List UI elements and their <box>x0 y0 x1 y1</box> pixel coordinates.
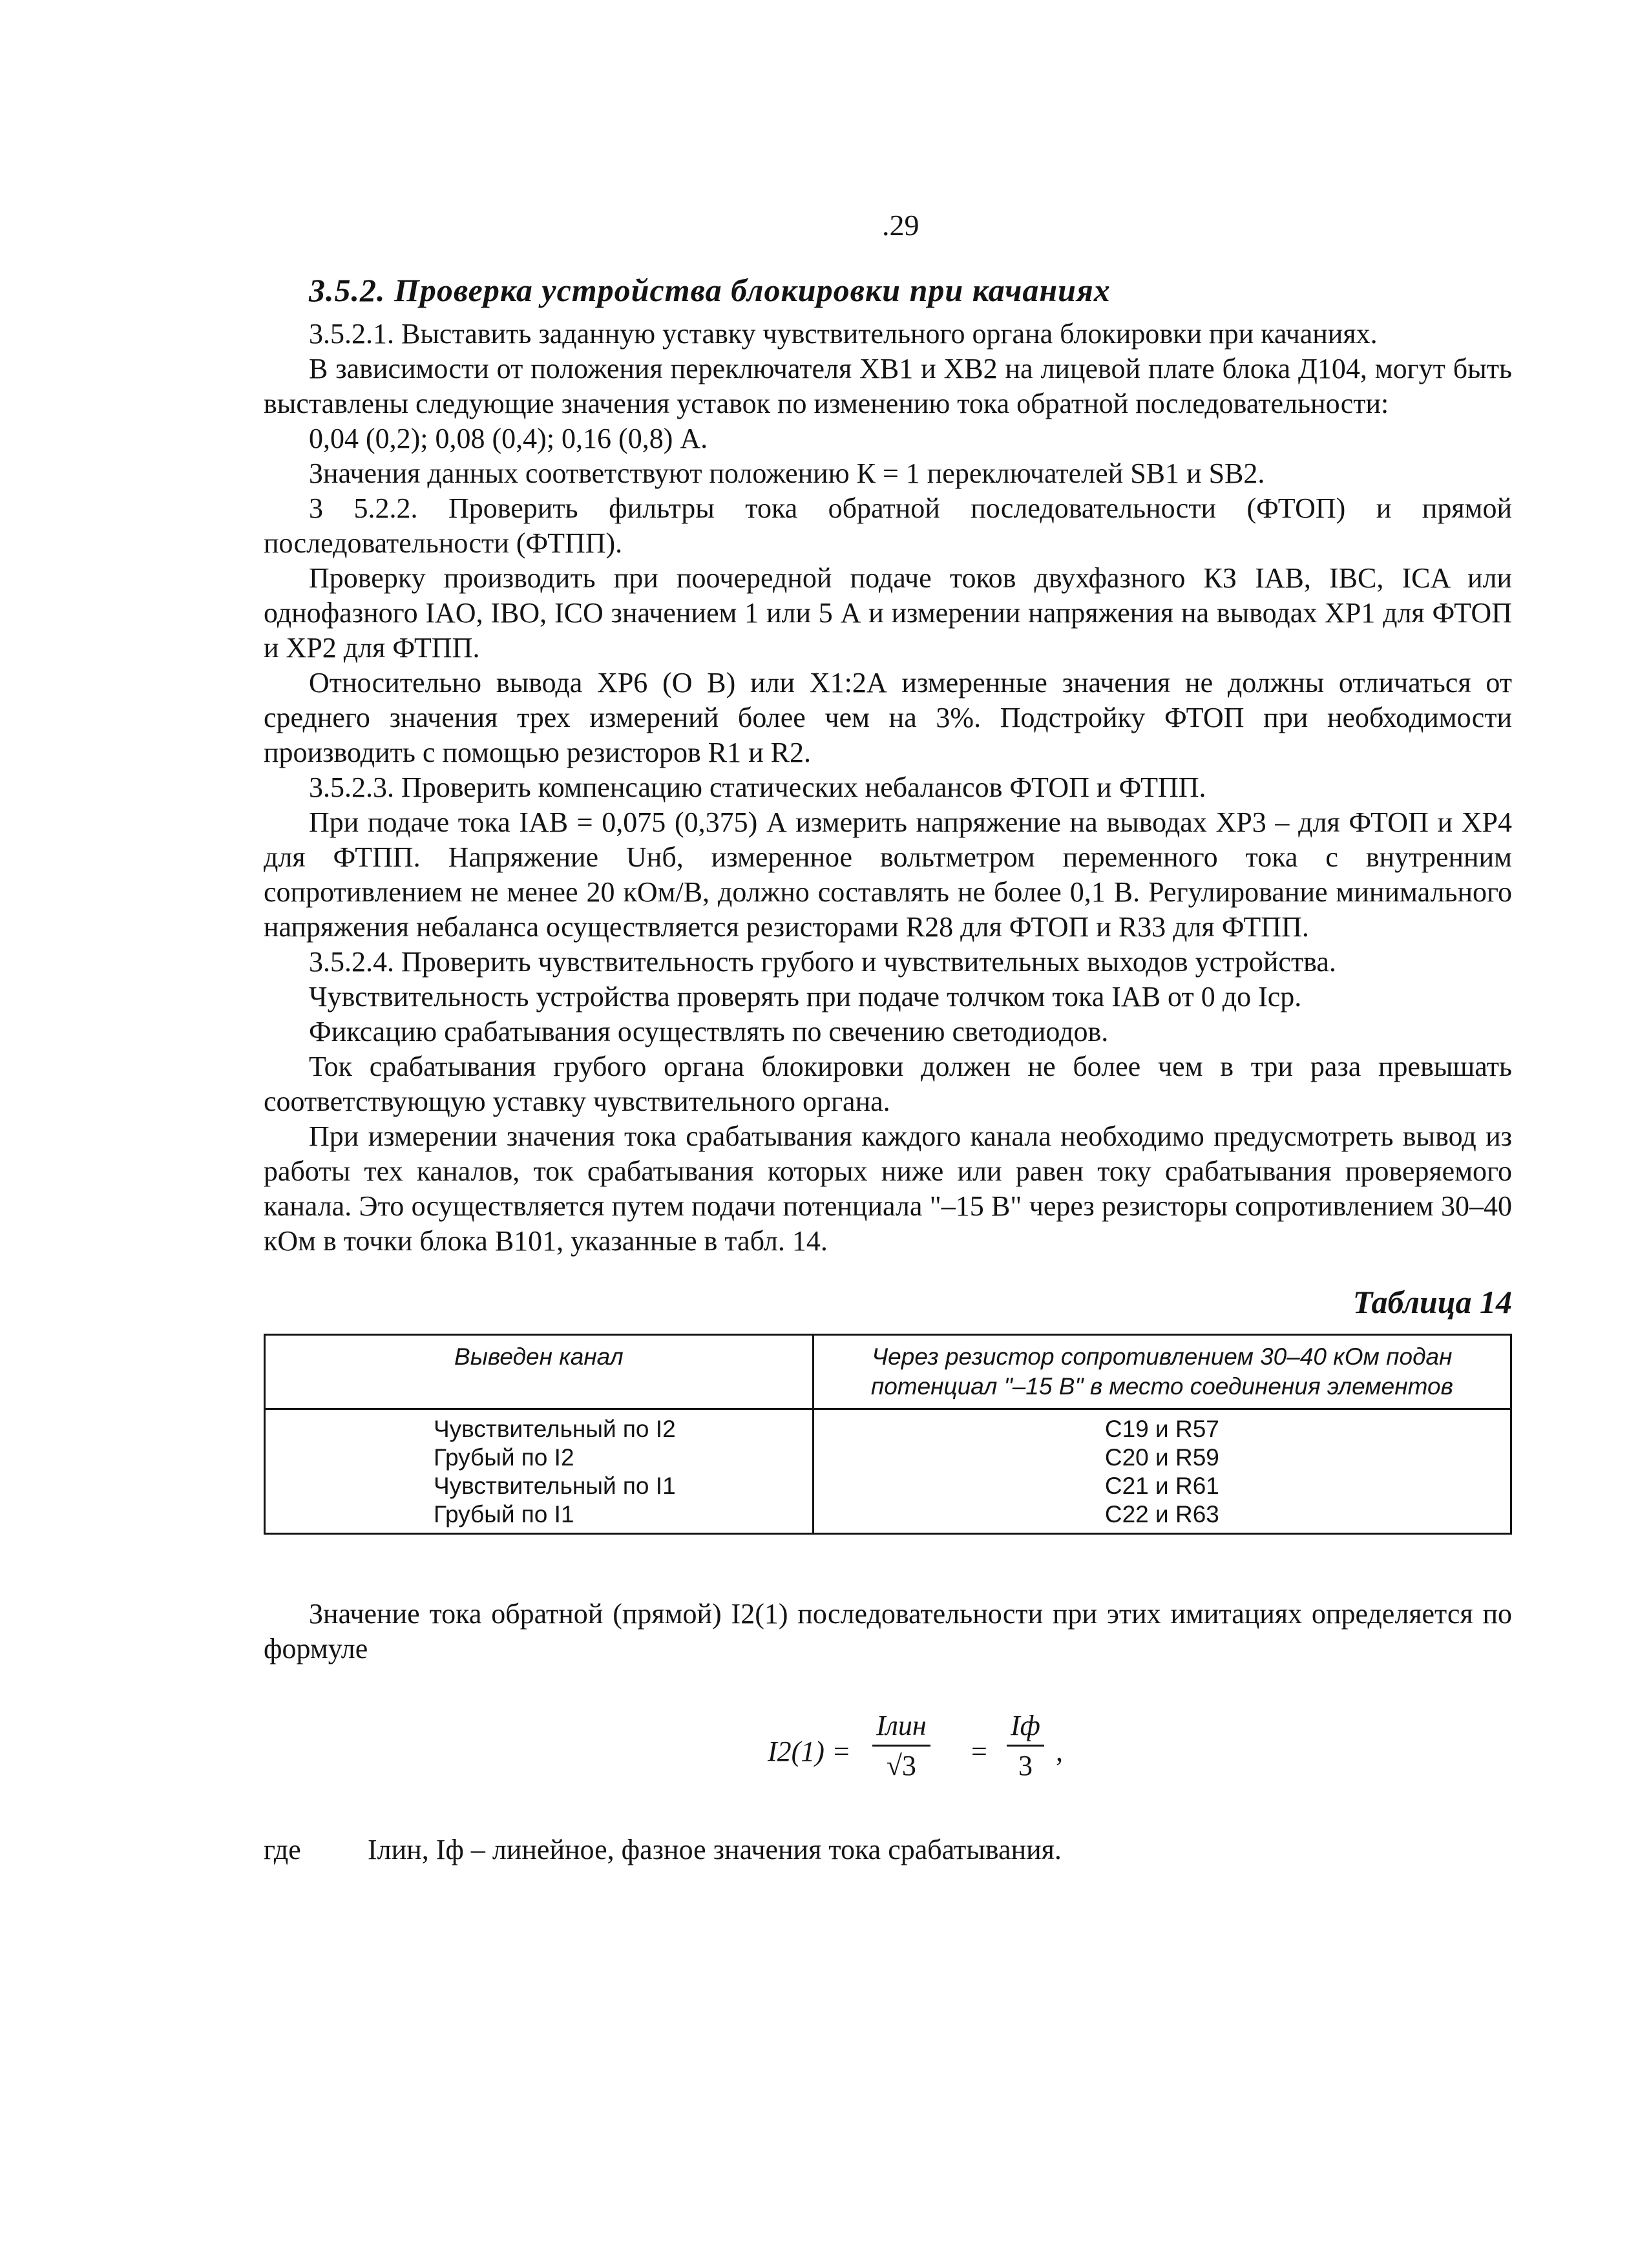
formula-numerator-phase: Iф <box>1007 1709 1044 1747</box>
paragraph-led-indication: Фиксацию срабатывания осуществлять по свечению светодиодов. <box>309 1016 1109 1047</box>
formula <box>264 1695 1512 1818</box>
formula-denominator-3: 3 <box>1018 1750 1033 1781</box>
where-clause <box>264 1833 1512 1866</box>
table-row <box>265 1472 1511 1500</box>
cell-channel: Чувствительный по I1 <box>265 1472 814 1500</box>
paragraph-3-5-2-3: 3.5.2.3. Проверить компенсацию статических небалансов ФТОП и ФТПП. <box>309 772 1206 803</box>
cell-channel: Грубый по I1 <box>265 1500 814 1534</box>
formula-fraction-phase <box>1007 1709 1044 1782</box>
table-row <box>265 1500 1511 1534</box>
cell-elements: С20 и R59 <box>813 1444 1511 1472</box>
cell-elements: С19 и R57 <box>813 1409 1511 1444</box>
formula-lhs: I2(1) = <box>768 1736 851 1767</box>
paragraph-formula-intro: Значение тока обратной (прямой) I2(1) последовательности при этих имитациях определяется по формуле <box>264 1598 1512 1664</box>
paragraph-sensitivity-check: Чувствительность устройства проверять при подаче толчком тока IAB от 0 до Iср. <box>309 981 1302 1013</box>
cell-channel: Грубый по I2 <box>265 1444 814 1472</box>
paragraph-coarse-organ: Ток срабатывания грубого органа блокировки должен не более чем в три раза превышать соответствующую уставку чувствительного органа. <box>264 1051 1512 1117</box>
page-number: .29 <box>882 209 919 242</box>
header-channel: Выведен канал <box>265 1335 814 1409</box>
paragraph-3-5-2-1: 3.5.2.1. Выставить заданную уставку чувствительного органа блокировки при качаниях. <box>309 318 1378 350</box>
formula-equals: = <box>971 1736 987 1767</box>
table-caption: Таблица 14 <box>1352 1284 1512 1320</box>
paragraph-setpoint-values: 0,04 (0,2); 0,08 (0,4); 0,16 (0,8) А. <box>309 423 708 454</box>
paragraph-channel-removal: При измерении значения тока срабатывания каждого канала необходимо предусмотреть вывод из работы тех каналов, ток срабатывания которых ниже или равен току срабатывания проверяемого канала. Это осуществляется путем подачи потенциала "–15 В" через резисторы сопротивлением 30–40 кОм в точки блока В101, указанные в табл. 14. <box>264 1120 1512 1257</box>
paragraph-3-5-2-2: 3 5.2.2. Проверить фильтры тока обратной последовательности (ФТОП) и прямой последовательности (ФТПП). <box>264 492 1512 559</box>
where-label: где <box>264 1834 301 1865</box>
table-row <box>265 1409 1511 1444</box>
header-resistor-point: Через резистор сопротивлением 30–40 кОм подан потенциал "–15 В" в место соединения элементов <box>813 1335 1511 1409</box>
section-heading: 3.5.2. Проверка устройства блокировки при качаниях <box>309 272 1111 308</box>
formula-comma: , <box>1056 1736 1063 1767</box>
cell-elements: С21 и R61 <box>813 1472 1511 1500</box>
paragraph-switch-positions: В зависимости от положения переключателя ХВ1 и ХВ2 на лицевой плате блока Д104, могут быть выставлены следующие значения уставок по изменению тока обратной последовательности: <box>264 353 1512 419</box>
cell-elements: С22 и R63 <box>813 1500 1511 1534</box>
paragraph-k-position: Значения данных соответствуют положению К = 1 переключателей SB1 и SB2. <box>309 457 1265 489</box>
table-header-row <box>265 1335 1511 1409</box>
paragraph-3-5-2-4: 3.5.2.4. Проверить чувствительность грубого и чувствительных выходов устройства. <box>309 946 1336 978</box>
table-row <box>265 1444 1511 1472</box>
formula-fraction-line <box>872 1709 930 1782</box>
table-14 <box>264 1334 1512 1535</box>
cell-channel: Чувствительный по I2 <box>265 1409 814 1444</box>
where-definition: Iлин, Iф – линейное, фазное значения тока срабатывания. <box>368 1834 1062 1865</box>
paragraph-check-procedure: Проверку производить при поочередной подаче токов двухфазного КЗ IAB, IBC, ICA или однофазного IAO, IBO, ICO значением 1 или 5 А и измерении напряжения на выводах ХР1 для ФТОП и ХР2 для ФТПП. <box>264 562 1512 664</box>
formula-denominator-sqrt3: √3 <box>886 1750 916 1781</box>
formula-numerator-line: Iлин <box>872 1709 930 1747</box>
paragraph-imbalance-voltage: При подаче тока IAB = 0,075 (0,375) А измерить напряжение на выводах ХР3 – для ФТОП и ХР4 для ФТПП. Напряжение Uнб, измеренное вольтметром переменного тока с внутренним сопротивлением не менее 20 кОм/В, должно составлять не более 0,1 В. Регулирование минимального напряжения небаланса осуществляется резисторами R28 для ФТОП и R33 для ФТПП. <box>264 806 1512 943</box>
document-body <box>264 271 1512 1866</box>
paragraph-measured-values: Относительно вывода ХР6 (О В) или Х1:2А измеренные значения не должны отличаться от среднего значения трех измерений более чем на 3%. Подстройку ФТОП при необходимости производить с помощью резисторов R1 и R2. <box>264 667 1512 768</box>
